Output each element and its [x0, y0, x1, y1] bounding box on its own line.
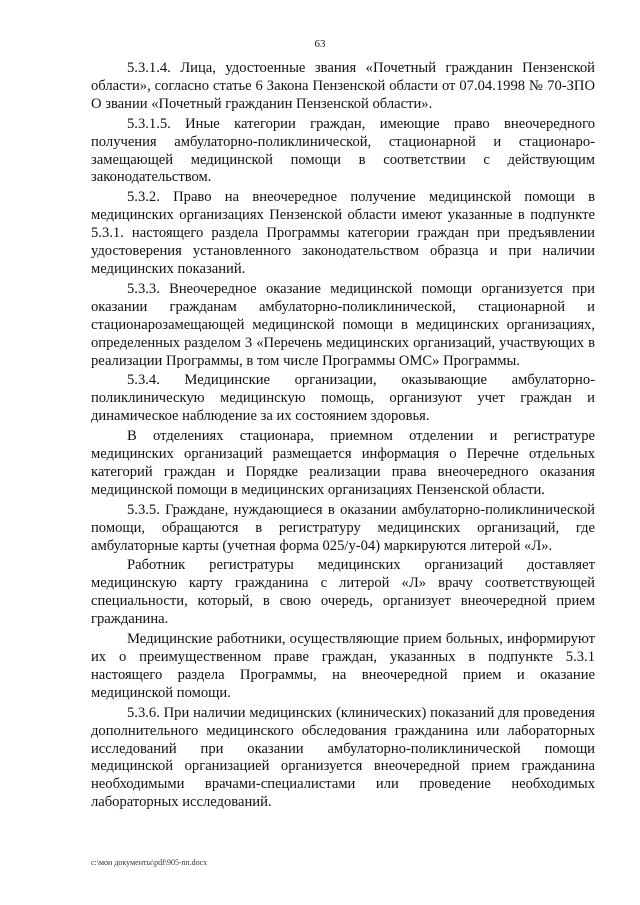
page-number: 63: [314, 38, 326, 50]
paragraph-5-3-1-5: 5.3.1.5. Иные категории граждан, имеющие право внеочередного получения амбулаторно-поликлинической, стационарной и стационаро-замещающей медицинской помощи в соответствии с действующим законодательством.: [91, 115, 595, 186]
paragraph-stationary-info: В отделениях стационара, приемном отделении и регистратуре медицинских организаций размещается информация о Перечне отдельных категорий граждан и Порядке реализации права внеочередного оказания медицинской помощи в медицинских организациях Пензенской области.: [91, 428, 595, 498]
paragraph-registry-worker: Работник регистратуры медицинских организаций доставляет медицинскую карту гражданина с литерой «Л» врачу соответствующей специальности, который, в свою очередь, организует внеочередной прием гражданина.: [91, 557, 595, 628]
paragraph-5-3-5: 5.3.5. Граждане, нуждающиеся в оказании амбулаторно-поликлинической помощи, обращаются в регистратуру медицинских организаций, где амбулаторные карты (учетная форма 025/у-04) маркируются литерой «Л».: [91, 501, 595, 554]
paragraph-5-3-3: 5.3.3. Внеочередное оказание медицинской помощи организуется при оказании гражданам амбулаторно-поликлинической, стационарной и стационарозамещающей медицинской помощи в медицинских организациях, определенных разделом 3 «Перечень медицинских организаций, участвующих в реализации Программы, в том числе Программы ОМС» Программы.: [91, 280, 595, 369]
paragraph-5-3-1-4: 5.3.1.4. Лица, удостоенные звания «Почетный гражданин Пензенской области», согласно статье 6 Закона Пензенской области от 07.04.1998 № 70-ЗПО О звании «Почетный гражданин Пензенской области».: [91, 60, 595, 112]
document-body: [91, 60, 595, 812]
paragraph-5-3-6: 5.3.6. При наличии медицинских (клинических) показаний для проведения дополнительного медицинского обследования гражданина или лабораторных исследований при оказании амбулаторно-поликлинической помощи медицинской организацией организуется внеочередной прием гражданина необходимыми врачами-специалистами или проведение необходимых лабораторных исследований.: [91, 704, 595, 811]
paragraph-medical-workers: Медицинские работники, осуществляющие прием больных, информируют их о преимущественном праве граждан, указанных в подпункте 5.3.1 настоящего раздела Программы, на внеочередной прием и оказание медицинской помощи.: [91, 631, 595, 701]
footer-file-path: c:\мои документы\pdf\905-nn.docx: [91, 858, 208, 867]
paragraph-5-3-4: 5.3.4. Медицинские организации, оказывающие амбулаторно-поликлиническую медицинскую помощь, организуют учет граждан и динамическое наблюдение за их состоянием здоровья.: [91, 372, 595, 425]
paragraph-5-3-2: 5.3.2. Право на внеочередное получение медицинской помощи в медицинских организациях Пензенской области имеют указанные в подпункте 5.3.1. настоящего раздела Программы категории граждан при предъявлении удостоверения установленного законодательством образца и при наличии медицинских показаний.: [91, 189, 595, 277]
